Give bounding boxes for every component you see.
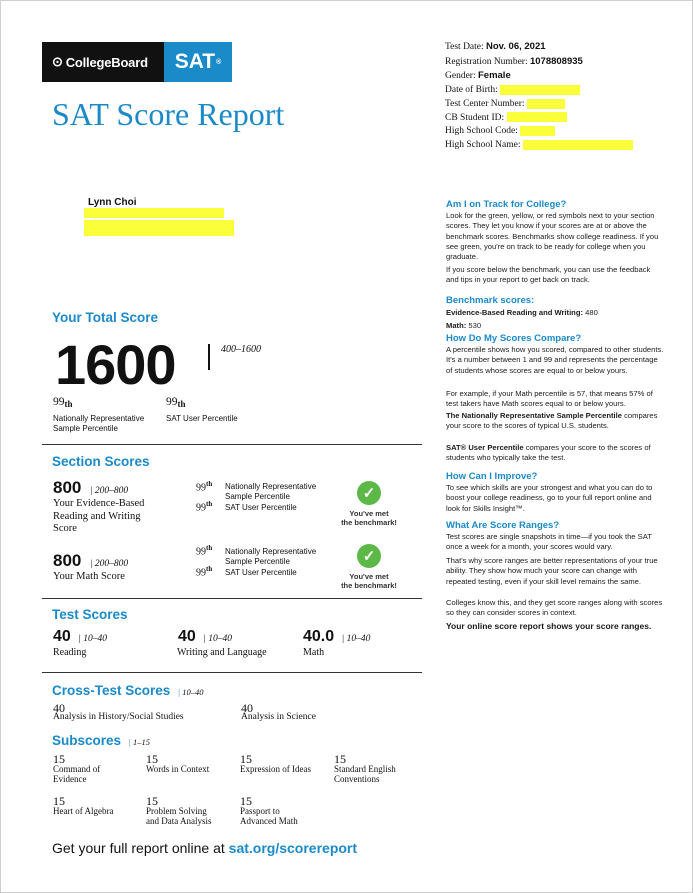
math-label: Your Math Score bbox=[53, 571, 125, 582]
logo-brand-text: CollegeBoard bbox=[65, 54, 148, 70]
writing-score: 40 bbox=[178, 628, 196, 645]
percentile-suffix: th bbox=[64, 399, 73, 409]
redaction-highlight bbox=[520, 126, 555, 136]
math-range: | 200–800 bbox=[89, 559, 129, 569]
writing-label: Writing and Language bbox=[177, 647, 267, 658]
benchmark-ebrw-value: 480 bbox=[585, 308, 598, 317]
subscore-label bbox=[240, 764, 311, 774]
label-line: Nationally Representative bbox=[53, 414, 145, 423]
reading-range: | 10–40 bbox=[78, 634, 107, 644]
reading-score-block bbox=[53, 628, 107, 646]
label-line: Reading and Writing bbox=[53, 510, 141, 522]
label-line: Standard English bbox=[334, 764, 396, 774]
trademark-mark: ® bbox=[216, 58, 222, 66]
subscore-value: 15 bbox=[240, 794, 252, 808]
label-line: Problem Solving bbox=[146, 806, 207, 816]
subscore-value: 15 bbox=[146, 752, 158, 766]
label-line: Sample Percentile bbox=[225, 557, 290, 566]
math-nat-percentile-label bbox=[225, 547, 316, 567]
label-line: and Data Analysis bbox=[146, 816, 212, 826]
hs-code-label: High School Code: bbox=[445, 126, 518, 137]
range-value: 10–40 bbox=[83, 634, 107, 644]
math-score-block bbox=[53, 551, 128, 571]
improve-paragraph: To see which skills are your strongest and what you can do to boost your college readiness, go to your full report online and look for Skills Insight™. bbox=[446, 483, 653, 513]
divider bbox=[42, 444, 422, 445]
compare-paragraph-3 bbox=[446, 411, 664, 432]
history-label: Analysis in History/Social Studies bbox=[53, 712, 184, 722]
science-label: Analysis in Science bbox=[241, 712, 316, 722]
report-link[interactable]: sat.org/scorereport bbox=[228, 840, 358, 856]
label-line: Advanced Math bbox=[240, 816, 298, 826]
bold-term: The Nationally Representative Sample Percentile bbox=[446, 411, 622, 420]
percentile-suffix: th bbox=[206, 565, 213, 573]
percentile-suffix: th bbox=[206, 500, 213, 508]
benchmark-check-icon: ✓ bbox=[357, 544, 381, 568]
divider bbox=[42, 598, 422, 599]
met-line: You've met bbox=[349, 572, 389, 581]
science-score: 40 bbox=[241, 701, 253, 715]
label-line: Nationally Representative bbox=[225, 482, 317, 491]
ranges-paragraph-3: Colleges know this, and they get score ranges along with scores so they can consider scores in context. bbox=[446, 598, 663, 618]
test-date-label: Test Date: bbox=[445, 42, 484, 52]
subscore-label bbox=[146, 764, 209, 774]
percentile-value: 99 bbox=[166, 396, 178, 408]
label-line: Heart of Algebra bbox=[53, 806, 114, 816]
registration-label: Registration Number: bbox=[445, 56, 528, 67]
track-paragraph-1: Look for the green, yellow, or red symbols next to your section scores. They let you know if your scores are at or above the benchmark scores. Benchmarks show college readiness. If you see green, you're on track to be ready for college when you graduate. bbox=[446, 211, 659, 262]
ebrw-nat-percentile bbox=[196, 480, 212, 493]
sat-logo bbox=[164, 42, 232, 82]
benchmark-met-text bbox=[334, 509, 404, 527]
writing-score-block bbox=[178, 628, 232, 646]
compare-paragraph-4 bbox=[446, 443, 664, 464]
improve-heading: How Can I Improve? bbox=[446, 471, 538, 482]
subscore-value: 15 bbox=[53, 752, 65, 766]
collegeboard-sat-logo bbox=[42, 42, 232, 82]
math-test-range: | 10–40 bbox=[341, 634, 371, 644]
ranges-paragraph-4: Your online score report shows your score ranges. bbox=[446, 621, 652, 631]
percentile-value: 99 bbox=[196, 546, 206, 558]
compare-text: compares your score to the scores of students who typically take the test. bbox=[446, 443, 651, 463]
label-line: Sample Percentile bbox=[225, 492, 290, 501]
percentile-value: 99 bbox=[196, 567, 206, 579]
dob-label: Date of Birth: bbox=[445, 85, 498, 96]
track-paragraph-2: If you score below the benchmark, you can use the feedback and tips in your report to get back on track. bbox=[446, 265, 651, 285]
label-line: Command of bbox=[53, 764, 101, 774]
cb-id-label: CB Student ID: bbox=[445, 112, 505, 123]
footer-lead: Get your full report online at bbox=[52, 840, 229, 856]
label-line: Nationally Representative bbox=[225, 547, 317, 556]
label-line: Your Evidence-Based bbox=[53, 498, 145, 509]
compare-paragraph-1: A percentile shows how you scored, compared to other students. It's a number between 1 and 99 and represents the percentage of students whose scores are equal to or below yours. bbox=[446, 345, 664, 375]
benchmark-ebrw bbox=[446, 308, 664, 318]
cross-test-heading: Cross-Test Scores bbox=[52, 683, 171, 698]
subscore-label bbox=[334, 764, 396, 784]
total-user-percentile-label: SAT User Percentile bbox=[166, 414, 238, 423]
compare-heading: How Do My Scores Compare? bbox=[446, 333, 582, 344]
range-value: 10–40 bbox=[182, 687, 204, 697]
test-center-label: Test Center Number: bbox=[445, 98, 525, 109]
ebrw-user-percentile-label: SAT User Percentile bbox=[225, 503, 297, 512]
writing-range: | 10–40 bbox=[203, 634, 232, 644]
subscores-heading: Subscores bbox=[52, 733, 122, 748]
total-nat-percentile bbox=[53, 396, 73, 409]
range-value: 200–800 bbox=[94, 559, 129, 569]
label-line: Words in Context bbox=[146, 764, 210, 774]
ebrw-label bbox=[53, 498, 144, 536]
bold-term: SAT® User Percentile bbox=[446, 443, 524, 452]
range-value: 10–40 bbox=[346, 634, 371, 644]
total-nat-percentile-label bbox=[53, 414, 144, 434]
cross-test-heading-block bbox=[52, 682, 203, 700]
range-value: 200–800 bbox=[94, 486, 129, 496]
compare-paragraph-2: For example, if your Math percentile is 57, that means 57% of test takers have Math scores equal to or below yours. bbox=[446, 389, 653, 409]
redaction-highlight bbox=[84, 208, 224, 218]
math-user-percentile bbox=[196, 565, 212, 578]
redaction-highlight bbox=[523, 140, 633, 150]
subscore-label bbox=[53, 764, 100, 784]
math-user-percentile-label: SAT User Percentile bbox=[225, 568, 297, 577]
total-score: 1600 bbox=[55, 333, 176, 396]
math-score: 800 bbox=[53, 551, 82, 570]
ebrw-nat-percentile-label bbox=[225, 482, 316, 502]
subscore-value: 15 bbox=[334, 752, 346, 766]
hs-name-label: High School Name: bbox=[445, 139, 521, 150]
label-line: Conventions bbox=[334, 774, 380, 784]
percentile-value: 99 bbox=[53, 396, 65, 408]
label-line: Expression of Ideas bbox=[240, 764, 311, 774]
benchmark-math bbox=[446, 321, 664, 331]
subscore-label bbox=[240, 806, 298, 826]
ranges-heading: What Are Score Ranges? bbox=[446, 520, 560, 531]
subscore-label bbox=[146, 806, 212, 826]
divider bbox=[208, 344, 210, 370]
percentile-suffix: th bbox=[206, 544, 213, 552]
redaction-highlight bbox=[84, 220, 234, 236]
acorn-icon: ⊙ bbox=[52, 54, 63, 69]
met-line: the benchmark! bbox=[341, 518, 397, 527]
redaction-highlight bbox=[527, 99, 565, 109]
reading-score: 40 bbox=[53, 628, 71, 645]
student-info bbox=[445, 40, 633, 153]
range-value: 1–15 bbox=[132, 737, 150, 747]
math-test-score-block bbox=[303, 628, 370, 646]
math-nat-percentile bbox=[196, 544, 212, 557]
test-scores-heading: Test Scores bbox=[52, 607, 128, 622]
registration-value: 1078808935 bbox=[529, 55, 583, 67]
benchmark-ebrw-label: Evidence-Based Reading and Writing: bbox=[446, 308, 583, 317]
percentile-suffix: th bbox=[177, 399, 186, 409]
cross-test-range: | 10–40 bbox=[177, 687, 204, 697]
redaction-highlight bbox=[507, 112, 567, 122]
label-line: Sample Percentile bbox=[53, 424, 118, 433]
collegeboard-logo bbox=[42, 42, 164, 82]
met-line: the benchmark! bbox=[341, 581, 397, 590]
gender-value: Female bbox=[477, 70, 511, 82]
history-score: 40 bbox=[53, 701, 65, 715]
ranges-paragraph-2: That's why score ranges are better representations of your true ability. They show how much your score can change with repeated testing, even if your skill level remains the same. bbox=[446, 556, 658, 586]
total-score-range: 400–1600 bbox=[221, 344, 261, 355]
redaction-highlight bbox=[500, 85, 580, 95]
subscore-value: 15 bbox=[53, 794, 65, 808]
ebrw-user-percentile bbox=[196, 500, 212, 513]
benchmark-math-label: Math: bbox=[446, 321, 467, 330]
benchmark-met-text bbox=[334, 572, 404, 590]
gender-label: Gender: bbox=[445, 71, 476, 82]
subscore-label bbox=[53, 806, 113, 816]
percentile-value: 99 bbox=[196, 482, 206, 494]
ebrw-score: 800 bbox=[53, 478, 82, 497]
benchmark-heading: Benchmark scores: bbox=[446, 295, 535, 306]
test-date-value: Nov. 06, 2021 bbox=[486, 41, 546, 52]
total-user-percentile bbox=[166, 396, 186, 409]
benchmark-math-value: 530 bbox=[468, 321, 482, 330]
logo-product-text: SAT bbox=[174, 50, 216, 73]
range-value: 10–40 bbox=[208, 634, 232, 644]
section-scores-heading: Section Scores bbox=[52, 454, 150, 469]
math-test-score: 40.0 bbox=[303, 628, 335, 645]
student-name: Lynn Choi bbox=[88, 197, 137, 208]
label-line: Passport to bbox=[240, 806, 280, 816]
met-line: You've met bbox=[349, 509, 389, 518]
page-title: SAT Score Report bbox=[52, 96, 285, 132]
benchmark-check-icon: ✓ bbox=[357, 481, 381, 505]
percentile-suffix: th bbox=[206, 480, 213, 488]
reading-label: Reading bbox=[53, 647, 87, 658]
ebrw-range: | 200–800 bbox=[89, 486, 129, 496]
compare-text: compares your score to the scores of typical U.S. students. bbox=[446, 411, 658, 431]
percentile-value: 99 bbox=[196, 502, 206, 514]
divider bbox=[42, 672, 422, 673]
ebrw-score-block bbox=[53, 478, 128, 498]
label-line: Evidence bbox=[53, 774, 87, 784]
ranges-paragraph-1: Test scores are single snapshots in time—if you took the SAT once a week for a month, your scores would vary. bbox=[446, 532, 652, 552]
subscore-value: 15 bbox=[146, 794, 158, 808]
math-test-label: Math bbox=[303, 647, 325, 658]
footer-text bbox=[52, 840, 357, 856]
subscores-range: | 1–15 bbox=[128, 737, 150, 747]
track-heading: Am I on Track for College? bbox=[446, 199, 567, 210]
label-line: Score bbox=[53, 523, 77, 534]
total-score-heading: Your Total Score bbox=[52, 310, 159, 325]
subscores-heading-block bbox=[52, 732, 150, 750]
subscore-value: 15 bbox=[240, 752, 252, 766]
